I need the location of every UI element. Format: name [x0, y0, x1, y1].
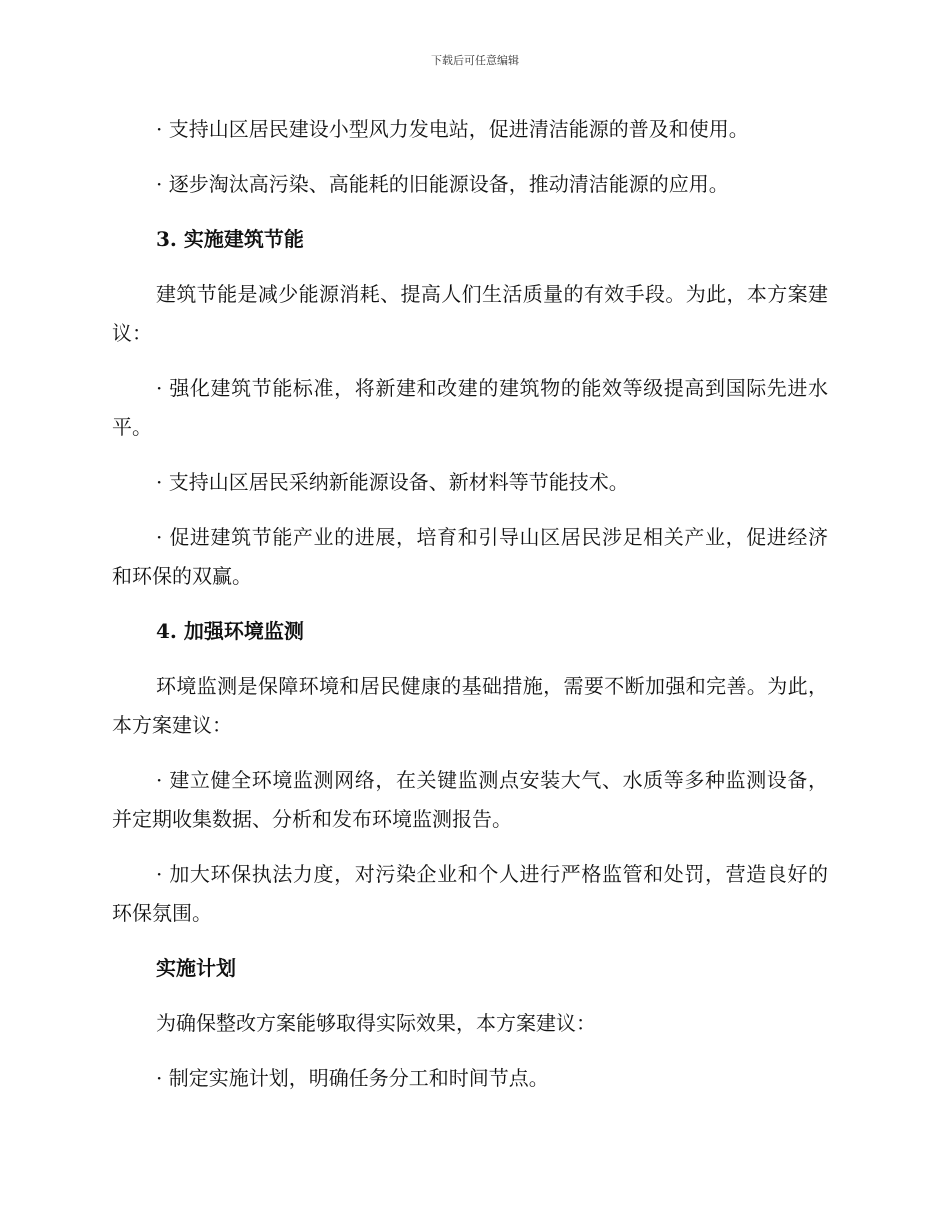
bullet-paragraph: · 支持山区居民建设小型风力发电站，促进清洁能源的普及和使用。 — [156, 117, 749, 141]
section-heading: 实施计划 — [156, 956, 236, 980]
document-body — [112, 110, 828, 1114]
body-paragraph: 建筑节能是减少能源消耗、提高人们生活质量的有效手段。为此，本方案建议： — [112, 282, 828, 345]
page-header: 下载后可任意编辑 — [431, 54, 519, 67]
bullet-paragraph: · 加大环保执法力度，对污染企业和个人进行严格监管和处罚，营造良好的环保氛围。 — [112, 862, 828, 925]
body-paragraph: 为确保整改方案能够取得实际效果，本方案建议： — [156, 1011, 596, 1035]
bullet-paragraph: · 建立健全环境监测网络，在关键监测点安装大气、水质等多种监测设备，并定期收集数据、分析和发布环境监测报告。 — [112, 768, 828, 831]
section-heading: 4. 加强环境监测 — [156, 619, 304, 643]
body-paragraph: 环境监测是保障环境和居民健康的基础措施，需要不断加强和完善。为此，本方案建议： — [112, 674, 828, 737]
bullet-paragraph: · 强化建筑节能标准，将新建和改建的建筑物的能效等级提高到国际先进水平。 — [112, 376, 828, 439]
section-heading: 3. 实施建筑节能 — [156, 227, 304, 251]
bullet-paragraph: · 支持山区居民采纳新能源设备、新材料等节能技术。 — [156, 470, 629, 494]
bullet-paragraph: · 促进建筑节能产业的进展，培育和引导山区居民涉足相关产业，促进经济和环保的双赢。 — [112, 525, 828, 588]
bullet-paragraph: · 制定实施计划，明确任务分工和时间节点。 — [156, 1066, 549, 1090]
bullet-paragraph: · 逐步淘汰高污染、高能耗的旧能源设备，推动清洁能源的应用。 — [156, 172, 729, 196]
